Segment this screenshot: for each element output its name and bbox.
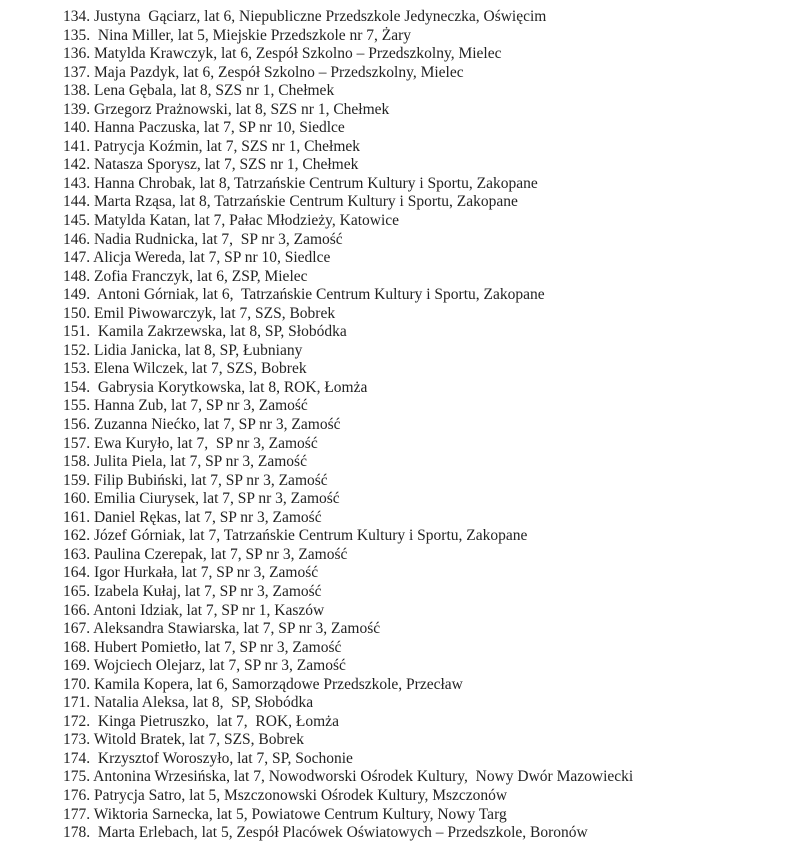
participant-list <box>63 8 793 843</box>
list-item: 163. Paulina Czerepak, lat 7, SP nr 3, Zamość <box>63 545 348 563</box>
list-item: 137. Maja Pazdyk, lat 6, Zespół Szkolno – Przedszkolny, Mielec <box>63 63 464 81</box>
list-item: 172. Kinga Pietruszko, lat 7, ROK, Łomża <box>63 712 339 730</box>
list-item: 173. Witold Bratek, lat 7, SZS, Bobrek <box>63 731 305 749</box>
list-item: 170. Kamila Kopera, lat 6, Samorządowe Przedszkole, Przecław <box>63 675 463 693</box>
list-item: 138. Lena Gębala, lat 8, SZS nr 1, Chełmek <box>63 82 335 100</box>
list-item: 139. Grzegorz Prażnowski, lat 8, SZS nr 1, Chełmek <box>63 100 390 118</box>
list-item: 153. Elena Wilczek, lat 7, SZS, Bobrek <box>63 360 307 378</box>
list-item: 151. Kamila Zakrzewska, lat 8, SP, Słobódka <box>63 323 347 341</box>
list-item: 161. Daniel Rękas, lat 7, SP nr 3, Zamość <box>63 508 322 526</box>
list-item: 165. Izabela Kułaj, lat 7, SP nr 3, Zamość <box>63 582 322 600</box>
list-item: 150. Emil Piwowarczyk, lat 7, SZS, Bobrek <box>63 304 336 322</box>
list-item: 149. Antoni Górniak, lat 6, Tatrzańskie Centrum Kultury i Sportu, Zakopane <box>63 286 545 304</box>
list-item: 143. Hanna Chrobak, lat 8, Tatrzańskie Centrum Kultury i Sportu, Zakopane <box>63 174 538 192</box>
list-item: 152. Lidia Janicka, lat 8, SP, Łubniany <box>63 341 303 359</box>
list-item: 148. Zofia Franczyk, lat 6, ZSP, Mielec <box>63 267 308 285</box>
list-item: 164. Igor Hurkała, lat 7, SP nr 3, Zamość <box>63 564 319 582</box>
list-item: 175. Antonina Wrzesińska, lat 7, Nowodworski Ośrodek Kultury, Nowy Dwór Mazowiecki <box>63 768 634 786</box>
list-item: 140. Hanna Paczuska, lat 7, SP nr 10, Siedlce <box>63 119 345 137</box>
list-item: 135. Nina Miller, lat 5, Miejskie Przedszkole nr 7, Żary <box>63 26 412 44</box>
list-item: 178. Marta Erlebach, lat 5, Zespół Placówek Oświatowych – Przedszkole, Boronów <box>63 824 588 842</box>
list-item: 166. Antoni Idziak, lat 7, SP nr 1, Kaszów <box>63 601 325 619</box>
list-item: 155. Hanna Zub, lat 7, SP nr 3, Zamość <box>63 397 308 415</box>
list-item: 174. Krzysztof Woroszyło, lat 7, SP, Sochonie <box>63 749 353 767</box>
list-item: 145. Matylda Katan, lat 7, Pałac Młodzieży, Katowice <box>63 212 400 230</box>
list-item: 136. Matylda Krawczyk, lat 6, Zespół Szkolno – Przedszkolny, Mielec <box>63 45 502 63</box>
list-item: 158. Julita Piela, lat 7, SP nr 3, Zamość <box>63 453 307 471</box>
list-item: 154. Gabrysia Korytkowska, lat 8, ROK, Łomża <box>63 378 368 396</box>
list-item: 134. Justyna Gąciarz, lat 6, Niepubliczne Przedszkole Jedyneczka, Oświęcim <box>63 8 547 25</box>
list-item: 146. Nadia Rudnicka, lat 7, SP nr 3, Zamość <box>63 230 343 248</box>
list-item: 157. Ewa Kuryło, lat 7, SP nr 3, Zamość <box>63 434 318 452</box>
list-item: 142. Natasza Sporysz, lat 7, SZS nr 1, Chełmek <box>63 156 359 174</box>
list-item: 144. Marta Rząsa, lat 8, Tatrzańskie Centrum Kultury i Sportu, Zakopane <box>63 193 518 211</box>
list-item: 156. Zuzanna Niećko, lat 7, SP nr 3, Zamość <box>63 416 341 434</box>
list-item: 171. Natalia Aleksa, lat 8, SP, Słobódka <box>63 694 314 712</box>
list-item: 169. Wojciech Olejarz, lat 7, SP nr 3, Zamość <box>63 657 346 675</box>
list-item: 141. Patrycja Koźmin, lat 7, SZS nr 1, Chełmek <box>63 137 361 155</box>
list-item: 159. Filip Bubiński, lat 7, SP nr 3, Zamość <box>63 471 328 489</box>
list-item: 168. Hubert Pomietło, lat 7, SP nr 3, Zamość <box>63 638 342 656</box>
list-item: 160. Emilia Ciurysek, lat 7, SP nr 3, Zamość <box>63 490 340 508</box>
list-item: 162. Józef Górniak, lat 7, Tatrzańskie Centrum Kultury i Sportu, Zakopane <box>63 527 528 545</box>
list-item: 176. Patrycja Satro, lat 5, Mszczonowski Ośrodek Kultury, Mszczonów <box>63 786 508 804</box>
list-item: 147. Alicja Wereda, lat 7, SP nr 10, Siedlce <box>63 249 331 267</box>
list-item: 177. Wiktoria Sarnecka, lat 5, Powiatowe Centrum Kultury, Nowy Targ <box>63 805 507 823</box>
list-item: 167. Aleksandra Stawiarska, lat 7, SP nr 3, Zamość <box>63 620 381 638</box>
